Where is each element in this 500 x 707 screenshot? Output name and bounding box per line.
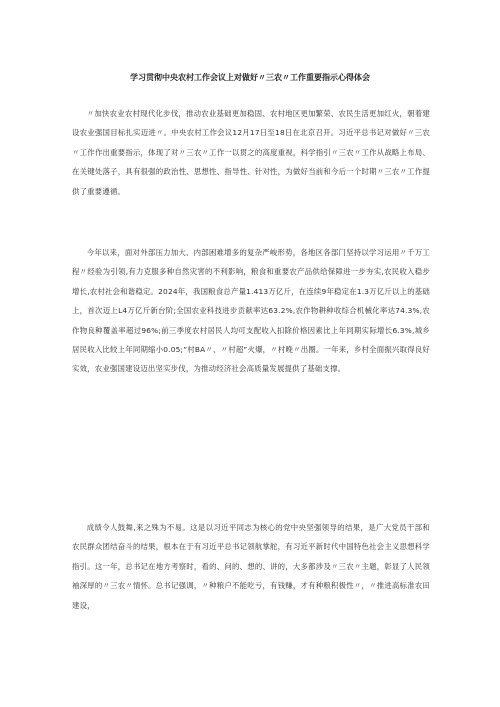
document-title: 学习贯彻中央农村工作会议上对做好〃三农〃工作重要指示心得体会 xyxy=(130,73,370,82)
paragraph-2: 今年以来，面对外部压力加大、内部困难增多的复杂严峻形势，各地区各部门坚持以学习运用〃千万工程〃经验为引领,有力克服多种自然灾害的不利影响，粮食和重要农产品供给保障进一步夯实,农民收入稳步增长,农村社会和谐稳定。2024年，我国粮食总产量1.413万亿斤，在连续9年稳定在1.3万亿斤以上的基础上，首次迈上L4万亿斤新台阶;全国农业科技进步贡献率达63.2%,农作物耕种收综合机械化率达74.3%,农作物良种覆盖率超过96%;前三季度农村居民人均可支配收入扣除价格因素比上年同期实际增长6.3%,城乡居民收入比较上年同期缩小0.05;”村BA〃、〃村超”火爆，〃村晚〃出圈。一年来，乡村全面振兴取得良好实效，农业强国建设迈出坚实步伐，为推动经济社会高质量发展提供了基础支撑。 xyxy=(72,248,430,374)
paragraph-3: 成绩令人鼓舞,来之殊为不易。这是以习近平同志为核心的党中央坚强领导的结果，是广大党员干部和农民群众团结奋斗的结果，根本在于有习近平总书记领航掌舵，有习近平新时代中国特色社会主义思想科学指引。这一年，总书记在地方考察时，看的、问的、想的、讲的，大多都涉及〃三农〃主题，彰显了人民领袖深厚的〃三农〃情怀。总书记强调，〃种粮户不能吃亏，有钱赚，才有种粮积极性〃，〃推进高标准农田建设， xyxy=(72,523,430,610)
paragraph-1: 〃加快农业农村现代化步伐，推动农业基础更加稳固、农村地区更加繁荣、农民生活更加红火，朝着建设农业强国目标扎实迈进〃。中央农村工作会议12月17日至18日在北京召开。习近平总书记对做好〃三农〃工作作出重要指示，体现了对〃三农〃工作一以贯之的高度重视，科学指引〃三农〃工作从战略上布局、在关键处落子，具有很强的政治性、思想性、指导性、针对性，为做好当前和今后一个时期〃三农〃工作提供了重要遵循。 xyxy=(72,109,430,196)
